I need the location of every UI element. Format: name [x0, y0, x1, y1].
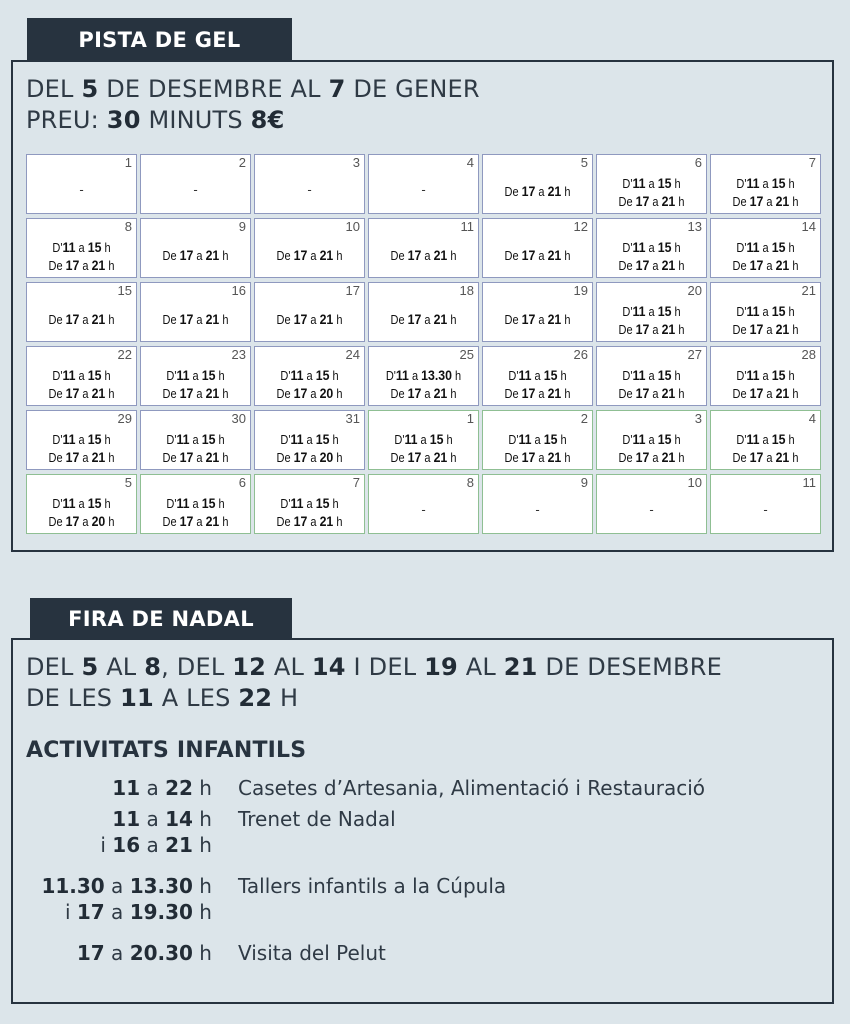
hours-line: De 17 a 21 h [618, 193, 685, 209]
activity-time: 11.30 a 13.30 h i 17 a 19.30 h [41, 874, 212, 924]
hours-line: De 17 a 21 h [390, 247, 457, 263]
hours-line: D'11 a 15 h [166, 431, 225, 447]
day-number: 28 [801, 347, 816, 362]
opening-hours [34, 367, 130, 403]
opening-hours [604, 239, 700, 275]
activity-time: 17 a 20.30 h [76, 941, 212, 965]
calendar-day-cell [710, 218, 821, 278]
calendar-day-cell [482, 218, 593, 278]
calendar-day-cell [140, 154, 251, 214]
closed-dash: - [193, 182, 198, 197]
closed-dash: - [421, 502, 426, 517]
day-number: 20 [687, 283, 702, 298]
hours-line: D'11 a 15 h [508, 367, 567, 383]
hours-line: De 17 a 21 h [162, 513, 229, 529]
day-number: 6 [694, 155, 702, 170]
opening-hours [718, 367, 814, 403]
closed-dash: - [79, 182, 84, 197]
opening-hours [718, 239, 814, 275]
hours-line: De 17 a 21 h [48, 311, 115, 327]
day-number: 5 [580, 155, 588, 170]
hours-line: D'11 a 15 h [622, 431, 681, 447]
calendar-day-cell [140, 410, 251, 470]
opening-hours [148, 431, 244, 467]
closed-dash: - [649, 502, 654, 517]
opening-hours [718, 431, 814, 467]
calendar-day-cell [26, 346, 137, 406]
calendar-day-cell [368, 154, 479, 214]
hours-line: De 17 a 21 h [732, 257, 799, 273]
day-number: 8 [124, 219, 132, 234]
hours-line: De 17 a 21 h [276, 247, 343, 263]
hours-line: De 17 a 21 h [504, 385, 571, 401]
day-number: 1 [124, 155, 132, 170]
calendar-day-cell [368, 474, 479, 534]
calendar-wrapper [11, 60, 834, 552]
hours-line: De 17 a 21 h [618, 385, 685, 401]
day-number: 29 [117, 411, 132, 426]
day-number: 16 [231, 283, 246, 298]
calendar-day-cell [26, 154, 137, 214]
day-number: 10 [345, 219, 360, 234]
hours-line: De 17 a 21 h [390, 311, 457, 327]
day-number: 3 [352, 155, 360, 170]
hours-line: De 17 a 21 h [48, 385, 115, 401]
hours-line: D'11 a 15 h [52, 239, 111, 255]
day-number: 25 [459, 347, 474, 362]
hours-line: De 17 a 21 h [732, 193, 799, 209]
closed-dash: - [535, 502, 540, 517]
calendar-day-cell [710, 410, 821, 470]
opening-hours [490, 183, 586, 201]
opening-hours [490, 247, 586, 265]
opening-hours [376, 431, 472, 467]
hours-line: De 17 a 21 h [504, 247, 571, 263]
hours-line: De 17 a 20 h [276, 385, 343, 401]
hours-line: D'11 a 15 h [622, 367, 681, 383]
day-number: 6 [238, 475, 246, 490]
calendar-day-cell [482, 474, 593, 534]
closed-dash: - [307, 182, 312, 197]
day-number: 4 [808, 411, 816, 426]
hours-line: D'11 a 15 h [736, 303, 795, 319]
calendar-day-cell [596, 218, 707, 278]
calendar-day-cell [254, 218, 365, 278]
hours-line: D'11 a 15 h [394, 431, 453, 447]
opening-hours [604, 431, 700, 467]
hours-line: De 17 a 21 h [276, 513, 343, 529]
opening-hours [262, 247, 358, 265]
opening-hours [718, 175, 814, 211]
day-number: 27 [687, 347, 702, 362]
fira-dates: DEL 5 AL 8, DEL 12 AL 14 I DEL 19 AL 21 DE DESEMBRE [26, 653, 722, 681]
hours-line: De 17 a 21 h [48, 257, 115, 273]
calendar-day-cell [26, 474, 137, 534]
day-number: 13 [687, 219, 702, 234]
day-number: 5 [124, 475, 132, 490]
hours-line: De 17 a 21 h [390, 449, 457, 465]
activity-description: Trenet de Nadal [238, 807, 396, 831]
day-number: 9 [580, 475, 588, 490]
hours-line: D'11 a 15 h [280, 367, 339, 383]
calendar-grid [26, 154, 821, 534]
opening-hours [148, 367, 244, 403]
hours-line: D'11 a 15 h [166, 495, 225, 511]
day-number: 1 [466, 411, 474, 426]
fira-title: FIRA DE NADAL [30, 598, 292, 640]
calendar-day-cell [254, 154, 365, 214]
calendar-day-cell [710, 346, 821, 406]
opening-hours [34, 311, 130, 329]
hours-line: De 17 a 21 h [276, 311, 343, 327]
hours-line: D'11 a 15 h [52, 367, 111, 383]
opening-hours [490, 367, 586, 403]
opening-hours [262, 431, 358, 467]
calendar-day-cell [254, 474, 365, 534]
hours-line: D'11 a 15 h [736, 175, 795, 191]
opening-hours [148, 247, 244, 265]
day-number: 12 [573, 219, 588, 234]
calendar-day-cell [482, 346, 593, 406]
day-number: 2 [580, 411, 588, 426]
calendar-day-cell [368, 218, 479, 278]
calendar-day-cell [254, 346, 365, 406]
activity-description: Tallers infantils a la Cúpula [238, 874, 507, 898]
hours-line: De 17 a 21 h [732, 321, 799, 337]
hours-line: D'11 a 15 h [736, 431, 795, 447]
day-number: 8 [466, 475, 474, 490]
calendar-day-cell [254, 410, 365, 470]
calendar-day-cell [596, 282, 707, 342]
day-number: 7 [808, 155, 816, 170]
calendar-day-cell [140, 346, 251, 406]
calendar-day-cell [596, 410, 707, 470]
calendar-day-cell [368, 346, 479, 406]
opening-hours [262, 495, 358, 531]
calendar-day-cell [368, 282, 479, 342]
opening-hours [34, 495, 130, 531]
hours-line: D'11 a 15 h [166, 367, 225, 383]
hours-line: De 17 a 21 h [390, 385, 457, 401]
hours-line: De 17 a 21 h [618, 257, 685, 273]
opening-hours [376, 367, 472, 403]
day-number: 30 [231, 411, 246, 426]
hours-line: D'11 a 15 h [736, 239, 795, 255]
hours-line: De 17 a 21 h [504, 311, 571, 327]
opening-hours [718, 303, 814, 339]
activity-time: 11 a 22 h [112, 776, 212, 800]
day-number: 3 [694, 411, 702, 426]
calendar-day-cell [710, 154, 821, 214]
opening-hours [148, 495, 244, 531]
closed-dash: - [763, 502, 768, 517]
opening-hours [490, 311, 586, 329]
hours-line: De 17 a 21 h [618, 321, 685, 337]
hours-line: De 17 a 21 h [162, 449, 229, 465]
hours-line: De 17 a 21 h [162, 385, 229, 401]
pista-title: PISTA DE GEL [27, 18, 292, 61]
hours-line: D'11 a 15 h [52, 431, 111, 447]
opening-hours [604, 175, 700, 211]
day-number: 21 [801, 283, 816, 298]
calendar-day-cell [710, 282, 821, 342]
activities-heading: ACTIVITATS INFANTILS [26, 738, 307, 763]
day-number: 22 [117, 347, 132, 362]
hours-line: De 17 a 21 h [162, 311, 229, 327]
hours-line: D'11 a 13.30 h [385, 367, 462, 383]
day-number: 24 [345, 347, 360, 362]
hours-line: De 17 a 21 h [504, 183, 571, 199]
hours-line: D'11 a 15 h [736, 367, 795, 383]
hours-line: De 17 a 21 h [162, 247, 229, 263]
calendar-day-cell [26, 218, 137, 278]
opening-hours [604, 303, 700, 339]
calendar-day-cell [596, 346, 707, 406]
calendar-day-cell [140, 282, 251, 342]
activity-description: Visita del Pelut [238, 941, 386, 965]
hours-line: De 17 a 21 h [732, 449, 799, 465]
activity-time: 11 a 14 h i 16 a 21 h [100, 807, 212, 857]
hours-line: De 17 a 20 h [276, 449, 343, 465]
calendar-day-cell [254, 282, 365, 342]
hours-line: De 17 a 21 h [48, 449, 115, 465]
hours-line: D'11 a 15 h [622, 239, 681, 255]
closed-dash: - [421, 182, 426, 197]
opening-hours [376, 247, 472, 265]
opening-hours [604, 367, 700, 403]
fira-hours: DE LES 11 A LES 22 H [26, 684, 299, 712]
opening-hours [34, 431, 130, 467]
day-number: 15 [117, 283, 132, 298]
hours-line: D'11 a 15 h [622, 303, 681, 319]
hours-line: D'11 a 15 h [508, 431, 567, 447]
calendar-day-cell [596, 154, 707, 214]
calendar-day-cell [710, 474, 821, 534]
opening-hours [376, 311, 472, 329]
opening-hours [262, 311, 358, 329]
opening-hours [490, 431, 586, 467]
day-number: 9 [238, 219, 246, 234]
hours-line: D'11 a 15 h [280, 431, 339, 447]
pista-dates: DEL 5 DE DESEMBRE AL 7 DE GENER [26, 75, 480, 103]
day-number: 26 [573, 347, 588, 362]
day-number: 11 [802, 475, 816, 490]
hours-line: De 17 a 21 h [504, 449, 571, 465]
calendar-day-cell [368, 410, 479, 470]
opening-hours [148, 311, 244, 329]
hours-line: D'11 a 15 h [52, 495, 111, 511]
day-number: 10 [687, 475, 702, 490]
day-number: 23 [231, 347, 246, 362]
day-number: 31 [345, 411, 360, 426]
calendar-day-cell [482, 154, 593, 214]
calendar-day-cell [140, 474, 251, 534]
day-number: 14 [801, 219, 816, 234]
day-number: 19 [573, 283, 588, 298]
activity-description: Casetes d’Artesania, Alimentació i Restauració [238, 776, 706, 800]
calendar-day-cell [26, 410, 137, 470]
day-number: 2 [238, 155, 246, 170]
calendar-day-cell [26, 282, 137, 342]
calendar-day-cell [482, 410, 593, 470]
hours-line: De 17 a 21 h [732, 385, 799, 401]
day-number: 4 [466, 155, 474, 170]
hours-line: D'11 a 15 h [622, 175, 681, 191]
opening-hours [262, 367, 358, 403]
calendar-day-cell [140, 218, 251, 278]
day-number: 17 [345, 283, 360, 298]
calendar-day-cell [596, 474, 707, 534]
hours-line: D'11 a 15 h [280, 495, 339, 511]
day-number: 7 [352, 475, 360, 490]
calendar-day-cell [482, 282, 593, 342]
hours-line: De 17 a 20 h [48, 513, 115, 529]
day-number: 11 [460, 219, 474, 234]
opening-hours [34, 239, 130, 275]
pista-price: PREU: 30 MINUTS 8€ [26, 106, 285, 134]
hours-line: De 17 a 21 h [618, 449, 685, 465]
day-number: 18 [459, 283, 474, 298]
